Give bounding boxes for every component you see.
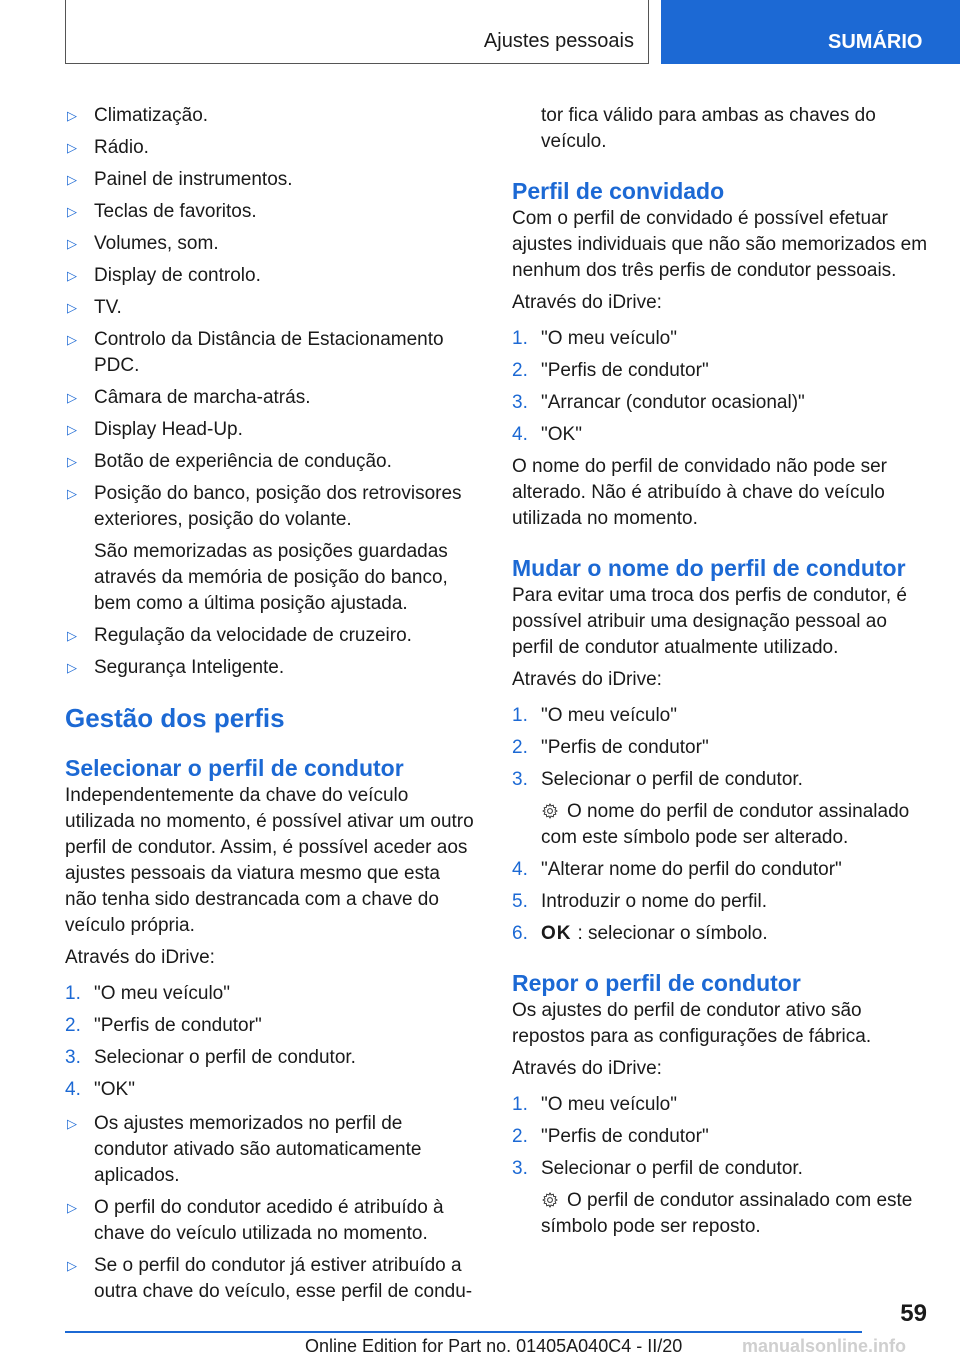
list-item: ▷ Câmara de marcha-atrás. <box>65 385 475 411</box>
step-item: 1. "O meu veículo" <box>65 983 230 1004</box>
triangle-bullet-icon: ▷ <box>67 204 77 219</box>
triangle-bullet-icon: ▷ <box>67 108 77 123</box>
contents-tab[interactable] <box>661 0 960 64</box>
header-section-box <box>65 0 649 64</box>
list-item: ▷ Display de controlo. <box>65 263 475 289</box>
list-item: ▷ Climatização. <box>65 103 475 129</box>
triangle-bullet-icon: ▷ <box>67 140 77 155</box>
heading-mudar-nome: Mudar o nome do perfil de condutor <box>512 555 906 581</box>
step-note: O nome do perfil de condutor assinalado com este símbolo pode ser alterado. <box>541 801 910 848</box>
heading-selecionar-perfil: Selecionar o perfil de condutor <box>65 755 404 781</box>
right-column <box>512 103 932 1240</box>
step-item: 3. Selecionar o perfil de condutor. <box>512 769 803 790</box>
step-item: 4. "OK" <box>512 424 582 445</box>
section-title: Ajustes pessoais <box>483 30 634 52</box>
step-item: 4. "OK" <box>65 1079 135 1100</box>
triangle-bullet-icon: ▷ <box>67 422 77 437</box>
triangle-bullet-icon: ▷ <box>67 486 77 501</box>
paragraph: O nome do perfil de convidado não pode ser alterado. Não é atribuído à chave do veículo utilizada no momento. <box>512 456 887 529</box>
footer-edition: Online Edition for Part no. 01405A040C4 - II/20 <box>305 1336 683 1356</box>
triangle-bullet-icon: ▷ <box>67 628 77 643</box>
list-item: ▷ Rádio. <box>65 135 475 161</box>
list-item: ▷ Botão de experiência de condução. <box>65 449 475 475</box>
step-note: O perfil de condutor assinalado com este símbolo pode ser reposto. <box>541 1190 913 1237</box>
heading-perfil-convidado: Perfil de convidado <box>512 178 725 204</box>
triangle-bullet-icon: ▷ <box>67 1200 77 1215</box>
page-number: 59 <box>900 1300 927 1327</box>
list-item: ▷ TV. <box>65 295 475 321</box>
footer-watermark-logo: manualsonline.info <box>742 1336 907 1356</box>
paragraph: Os ajustes do perfil de condutor ativo são repostos para as configurações de fábrica. <box>512 1000 872 1047</box>
triangle-bullet-icon: ▷ <box>67 1258 77 1273</box>
paragraph: Para evitar uma troca dos perfis de condutor, é possível atribuir uma designação pessoal ao perfil de condutor atualmente utilizado. <box>512 585 907 658</box>
heading-repor-perfil: Repor o perfil de condutor <box>512 970 801 996</box>
paragraph-via-idrive: Através do iDrive: <box>512 1058 662 1079</box>
gear-icon <box>541 1191 559 1209</box>
step-item: 6. OK : selecionar o símbolo. <box>512 921 932 947</box>
list-item-note: São memorizadas as posições guardadas através da memória de posição do banco, bem como a última posição ajustada. <box>94 541 448 614</box>
triangle-bullet-icon: ▷ <box>67 660 77 675</box>
step-item: 3. Selecionar o perfil de condutor. <box>65 1047 356 1068</box>
step-item: 5. Introduzir o nome do perfil. <box>512 891 768 912</box>
paragraph-via-idrive: Através do iDrive: <box>65 947 215 968</box>
list-item: ▷ Painel de instrumentos. <box>65 167 475 193</box>
step-item: 3. Selecionar o perfil de condutor. <box>512 1158 803 1179</box>
triangle-bullet-icon: ▷ <box>67 268 77 283</box>
step-item: 4. "Alterar nome do perfil do condutor" <box>512 859 842 880</box>
paragraph-via-idrive: Através do iDrive: <box>512 292 662 313</box>
step-item: 2. "Perfis de condutor" <box>512 737 709 758</box>
step-item: 1. "O meu veículo" <box>512 705 677 726</box>
step-item: 1. "O meu veículo" <box>512 1094 677 1115</box>
triangle-bullet-icon: ▷ <box>67 454 77 469</box>
list-item: ▷ Teclas de favoritos. <box>65 199 475 225</box>
ok-icon: OK <box>541 923 572 944</box>
paragraph: Com o perfil de convidado é possível efetuar ajustes individuais que não são memorizados em nenhum dos três perfis de condutor pessoais. <box>512 208 928 281</box>
contents-tab-label: SUMÁRIO <box>828 31 923 53</box>
step-item: 2. "Perfis de condutor" <box>65 1015 262 1036</box>
triangle-bullet-icon: ▷ <box>67 390 77 405</box>
heading-gestao-perfis: Gestão dos perfis <box>65 703 285 733</box>
list-item-continuation: tor fica válido para ambas as chaves do veículo. <box>541 105 876 152</box>
triangle-bullet-icon: ▷ <box>67 300 77 315</box>
step-item: 2. "Perfis de condutor" <box>512 1126 709 1147</box>
triangle-bullet-icon: ▷ <box>67 172 77 187</box>
paragraph-via-idrive: Através do iDrive: <box>512 669 662 690</box>
gear-icon <box>541 802 559 820</box>
list-item: ▷ Os ajustes memorizados no perfil de condutor ativado são automaticamente aplicados. <box>67 1113 422 1186</box>
triangle-bullet-icon: ▷ <box>67 1116 77 1131</box>
step-item: 3. "Arrancar (condutor ocasional)" <box>512 392 805 413</box>
list-item: ▷ Regulação da velocidade de cruzeiro. <box>65 623 475 649</box>
list-item: ▷ Posição do banco, posição dos retrovisores exteriores, posição do volante. <box>67 483 462 530</box>
step-item: 2. "Perfis de condutor" <box>512 360 709 381</box>
list-item: ▷ Segurança Inteligente. <box>65 655 475 681</box>
list-item: ▷ Controlo da Distância de Estacionamento PDC. <box>67 329 444 376</box>
list-item: ▷ Display Head-Up. <box>65 417 475 443</box>
left-column <box>65 103 475 1305</box>
list-item: ▷ Se o perfil do condutor já estiver atribuído a outra chave do veículo, esse perfil de condu- <box>67 1255 473 1302</box>
triangle-bullet-icon: ▷ <box>67 332 77 347</box>
list-item: ▷ Volumes, som. <box>65 231 475 257</box>
list-item: ▷ O perfil do condutor acedido é atribuído à chave do veículo utilizada no momento. <box>67 1197 444 1244</box>
triangle-bullet-icon: ▷ <box>67 236 77 251</box>
paragraph: Independentemente da chave do veículo utilizada no momento, é possível ativar um outro perfil de condutor. Assim, é possível aceder aos ajustes pessoais da viatura mesmo que esta não tenha sido destrancada com a chave do veículo própria. <box>65 785 474 936</box>
footer-divider <box>65 1331 862 1333</box>
step-item: 1. "O meu veículo" <box>512 328 677 349</box>
